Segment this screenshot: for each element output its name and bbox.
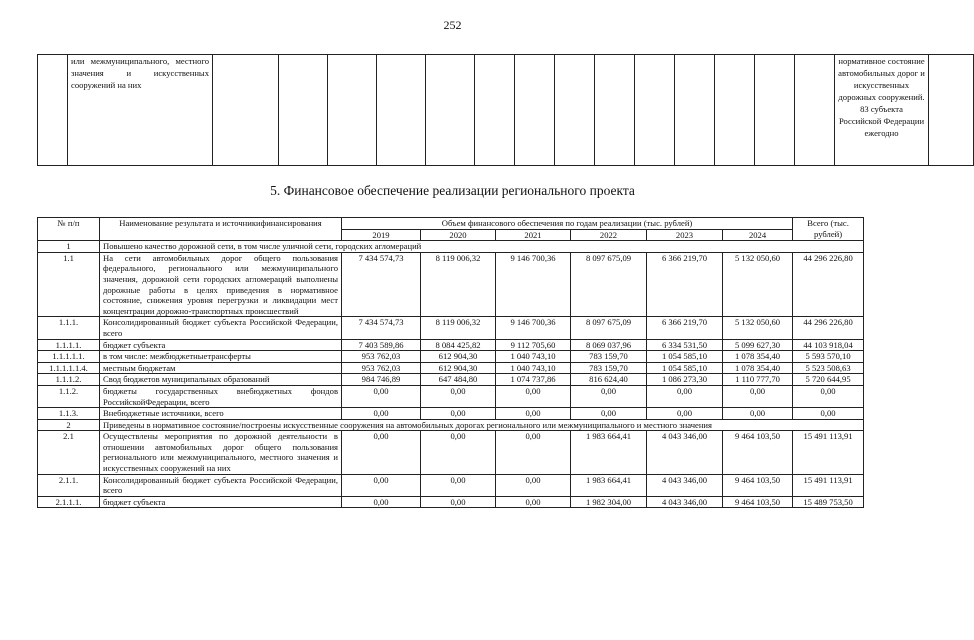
row-value: 783 159,70	[571, 351, 647, 363]
row-value: 4 043 346,00	[647, 474, 723, 496]
row-name: Консолидированный бюджет субъекта Российской Федерации, всего	[100, 317, 342, 339]
cell-empty	[38, 55, 68, 166]
row-value: 0,00	[496, 385, 571, 407]
row-name: местным бюджетам	[100, 362, 342, 374]
row-name: бюджет субъекта	[100, 496, 342, 508]
table-row	[38, 385, 864, 407]
row-section-text: Повышено качество дорожной сети, в том числе уличной сети, городских агломераций	[100, 241, 864, 253]
row-value: 953 762,03	[342, 351, 421, 363]
row-value: 0,00	[421, 496, 496, 508]
header-name: Наименование результата и источникифинансирования	[100, 218, 342, 241]
row-value: 8 084 425,82	[421, 339, 496, 351]
header-num: № п/п	[38, 218, 100, 241]
row-number: 1.1.1.2.	[38, 374, 100, 386]
continuation-name-cell: или межмуниципального, местного значения и искусственных сооружений на них	[68, 55, 213, 166]
row-value: 9 146 700,36	[496, 252, 571, 317]
header-total: Всего (тыс. рублей)	[793, 218, 864, 241]
table-row	[38, 474, 864, 496]
row-value: 1 982 304,00	[571, 496, 647, 508]
row-value: 1 078 354,40	[723, 362, 793, 374]
row-name: бюджет субъекта	[100, 339, 342, 351]
table-row	[38, 351, 864, 363]
row-number: 2.1	[38, 431, 100, 474]
row-number: 1.1.1.1.1.	[38, 351, 100, 363]
row-value: 612 904,30	[421, 362, 496, 374]
row-value: 4 043 346,00	[647, 496, 723, 508]
row-value: 816 624,40	[571, 374, 647, 386]
row-number: 1.1.1.1.1.4.	[38, 362, 100, 374]
row-value: 8 097 675,09	[571, 252, 647, 317]
row-value: 1 983 664,41	[571, 431, 647, 474]
row-value: 5 099 627,30	[723, 339, 793, 351]
header-year: 2021	[496, 229, 571, 241]
row-value: 0,00	[342, 431, 421, 474]
row-value: 0,00	[496, 431, 571, 474]
row-name: Внебюджетные источники, всего	[100, 408, 342, 420]
row-name: Консолидированный бюджет субъекта Российской Федерации, всего	[100, 474, 342, 496]
row-value: 0,00	[421, 385, 496, 407]
row-total: 5 720 644,95	[793, 374, 864, 386]
row-total: 44 103 918,04	[793, 339, 864, 351]
row-number: 1.1.2.	[38, 385, 100, 407]
row-value: 0,00	[647, 408, 723, 420]
row-number: 2	[38, 419, 100, 431]
row-value: 0,00	[723, 385, 793, 407]
row-value: 8 069 037,96	[571, 339, 647, 351]
row-value: 9 464 103,50	[723, 431, 793, 474]
row-value: 1 040 743,10	[496, 351, 571, 363]
row-value: 0,00	[496, 474, 571, 496]
row-value: 6 366 219,70	[647, 317, 723, 339]
row-total: 15 491 113,91	[793, 474, 864, 496]
row-section-text: Приведены в нормативное состояние/построены искусственные сооружения на автомобильных дорогах регионального или межмуниципального и местного значения	[100, 419, 864, 431]
table-row	[38, 496, 864, 508]
row-total: 15 491 113,91	[793, 431, 864, 474]
table-row	[38, 339, 864, 351]
row-value: 9 112 705,60	[496, 339, 571, 351]
row-number: 2.1.1.	[38, 474, 100, 496]
row-value: 8 119 006,32	[421, 317, 496, 339]
row-total: 5 523 508,63	[793, 362, 864, 374]
row-name: бюджеты государственных внебюджетных фондов РоссийскойФедерации, всего	[100, 385, 342, 407]
row-value: 1 074 737,86	[496, 374, 571, 386]
header-volume: Объем финансового обеспечения по годам реализации (тыс. рублей)	[342, 218, 793, 230]
row-value: 9 464 103,50	[723, 496, 793, 508]
row-value: 0,00	[342, 408, 421, 420]
row-total: 44 296 226,80	[793, 317, 864, 339]
row-value: 612 904,30	[421, 351, 496, 363]
row-value: 0,00	[342, 496, 421, 508]
row-number: 1	[38, 241, 100, 253]
row-value: 0,00	[496, 408, 571, 420]
header-year: 2022	[571, 229, 647, 241]
header-year: 2023	[647, 229, 723, 241]
row-value: 7 434 574,73	[342, 317, 421, 339]
row-value: 1 078 354,40	[723, 351, 793, 363]
row-value: 0,00	[571, 408, 647, 420]
row-value: 0,00	[342, 385, 421, 407]
row-name: На сети автомобильных дорог общего пользования федерального, регионального или межмуниципального значения, дорожной сети городских агломераций выполнены дорожные работы в целях приведения в нормативное состояние, снижения уровня перегрузки и ликвидации мест концентрации дорожно-транспортных происшествий	[100, 252, 342, 317]
row-value: 6 334 531,50	[647, 339, 723, 351]
financing-table	[37, 217, 864, 508]
row-value: 8 097 675,09	[571, 317, 647, 339]
row-value: 953 762,03	[342, 362, 421, 374]
row-total: 5 593 570,10	[793, 351, 864, 363]
row-value: 783 159,70	[571, 362, 647, 374]
table-row	[38, 241, 864, 253]
table-row	[38, 374, 864, 386]
row-name: Свод бюджетов муниципальных образований	[100, 374, 342, 386]
header-year: 2024	[723, 229, 793, 241]
row-name: Осуществлены мероприятия по дорожной деятельности в отношении автомобильных дорог общего пользования регионального или межмуниципального, местного значения и искусственных сооружений на них	[100, 431, 342, 474]
row-value: 8 119 006,32	[421, 252, 496, 317]
row-value: 0,00	[421, 431, 496, 474]
row-number: 1.1.1.1.	[38, 339, 100, 351]
row-value: 0,00	[723, 408, 793, 420]
row-value: 0,00	[421, 408, 496, 420]
row-value: 5 132 050,60	[723, 317, 793, 339]
row-value: 647 484,80	[421, 374, 496, 386]
row-value: 0,00	[342, 474, 421, 496]
row-value: 0,00	[571, 385, 647, 407]
continuation-table	[37, 54, 974, 166]
row-name: в том числе: межбюджетныетрансферты	[100, 351, 342, 363]
row-number: 1.1	[38, 252, 100, 317]
row-value: 7 403 589,86	[342, 339, 421, 351]
row-total: 0,00	[793, 408, 864, 420]
row-value: 1 983 664,41	[571, 474, 647, 496]
row-value: 1 110 777,70	[723, 374, 793, 386]
row-value: 9 464 103,50	[723, 474, 793, 496]
row-value: 5 132 050,60	[723, 252, 793, 317]
row-value: 984 746,89	[342, 374, 421, 386]
page-number: 252	[443, 18, 462, 32]
continuation-result-cell: нормативное состояние автомобильных дорог и искусственных дорожных сооружений. 83 субъекта Российской Федерации ежегодно	[835, 55, 929, 166]
section-title: 5. Финансовое обеспечение реализации регионального проекта	[270, 183, 635, 198]
row-value: 9 146 700,36	[496, 317, 571, 339]
table-row	[38, 419, 864, 431]
table-row	[38, 252, 864, 317]
table-row	[38, 408, 864, 420]
financing-table-body	[38, 241, 864, 508]
row-total: 0,00	[793, 385, 864, 407]
table-row	[38, 362, 864, 374]
row-number: 1.1.1.	[38, 317, 100, 339]
row-value: 1 040 743,10	[496, 362, 571, 374]
header-year: 2019	[342, 229, 421, 241]
row-value: 1 086 273,30	[647, 374, 723, 386]
header-year: 2020	[421, 229, 496, 241]
row-number: 2.1.1.1.	[38, 496, 100, 508]
row-value: 4 043 346,00	[647, 431, 723, 474]
row-value: 1 054 585,10	[647, 362, 723, 374]
row-value: 0,00	[647, 385, 723, 407]
row-value: 0,00	[496, 496, 571, 508]
row-value: 6 366 219,70	[647, 252, 723, 317]
row-value: 1 054 585,10	[647, 351, 723, 363]
table-row	[38, 431, 864, 474]
row-number: 1.1.3.	[38, 408, 100, 420]
row-value: 7 434 574,73	[342, 252, 421, 317]
table-row	[38, 317, 864, 339]
row-total: 15 489 753,50	[793, 496, 864, 508]
row-value: 0,00	[421, 474, 496, 496]
row-total: 44 296 226,80	[793, 252, 864, 317]
